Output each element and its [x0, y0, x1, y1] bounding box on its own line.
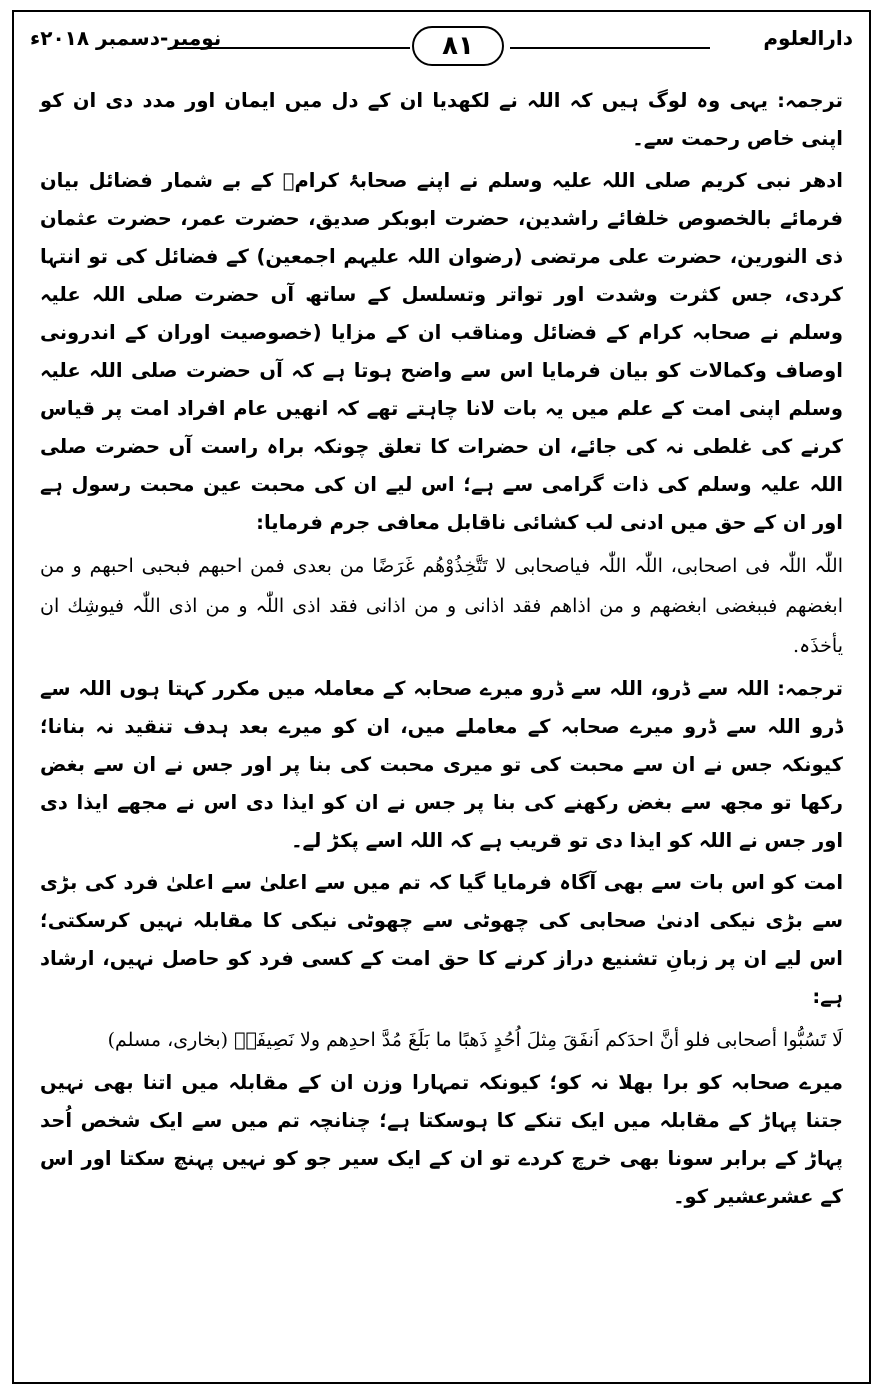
- translation-paragraph-3: میرے صحابہ کو برا بھلا نہ کو؛ کیونکہ تمہارا وزن ان کے مقابلہ میں اتنا بھی نہیں جتنا پہاڑ کے مقابلہ میں ایک تنکے کا ہوسکتا ہے؛ چنانچہ تم میں سے ایک شخص اُحد پہاڑ کے برابر سونا بھی خرچ کردے تو ان کے ایک سیر جو کو نہیں پہنچ سکتا اور اس کے عشرعشیر کو۔: [40, 1071, 843, 1208]
- body-paragraph-2: امت کو اس بات سے بھی آگاہ فرمایا گیا کہ تم میں سے اعلیٰ سے اعلیٰ فرد کی بڑی سے بڑی نیکی ادنیٰ صحابی کی چھوٹی سے چھوٹی نیکی کا مقابلہ نہیں کرسکتی؛ اس لیے ان پر زبانِ تشنیع دراز کرنے کا حق امت کے کسی فرد کو حاصل نہیں، ارشاد ہے:: [40, 871, 843, 1008]
- hadith-arabic-1: اللّٰہ اللّٰہ فی اصحابی، اللّٰہ اللّٰہ فیاصحابی لا تَتَّخِذُوْھُم غَرَضًا من بعدی فمن احبھم فبحبی احبھم و من ابغضھم فببغضی ابغضھم و من اذاھم فقد اذانی و من اذانی فقد اذی اللّٰہ و من اذی اللّٰہ فیوشِك ان یأخذَہ.: [40, 555, 843, 657]
- issue-date: نومبر-دسمبر ۲۰۱۸ء: [30, 26, 222, 50]
- page-number: ۸۱: [412, 26, 504, 66]
- magazine-title: دارالعلوم: [763, 26, 853, 50]
- page-header: [30, 22, 853, 72]
- article-body: [40, 82, 843, 1216]
- hadith-arabic-2: لَا تَسُبُّوا أصحابی فلو أنَّ احدَکم اَنفَقَ مِثلَ اُحُدٍ ذَھبًا ما بَلَغَ مُدَّ احدِھم ولا نَصِیفَہٗ (بخاری، مسلم): [107, 1029, 843, 1051]
- body-paragraph-1: ادھر نبی کریم صلی اللہ علیہ وسلم نے اپنے صحابۂ کرامؓ کے بے شمار فضائل بیان فرمائے بالخصوص خلفائے راشدین، حضرت ابوبکر صدیق، حضرت عمر، حضرت عثمان ذی النورین، حضرت علی مرتضی (رضوان اللہ علیہم اجمعین) کے فضائل کی تو انتہا کردی، جس کثرت وشدت اور تواتر وتسلسل کے ساتھ آں حضرت صلی اللہ علیہ وسلم نے صحابہ کرام کے فضائل ومناقب ان کے مزایا (خصوصیت اوران کے اندرونی اوصاف وکمالات کو بیان فرمایا اس سے واضح ہوتا ہے کہ آں حضرت صلی اللہ علیہ وسلم اپنی امت کے علم میں یہ بات لانا چاہتے تھے کہ انھیں عام افراد امت پر قیاس کرنے کی غلطی نہ کی جائے، ان حضرات کا تعلق چونکہ براہ راست آں حضرت صلی اللہ علیہ وسلم کی ذات گرامی سے ہے؛ اس لیے ان کی محبت عین محبت رسول ہے اور ان کے حق میں ادنی لب کشائی ناقابل معافی جرم فرمایا:: [40, 169, 843, 534]
- translation-paragraph-1: ترجمہ: یہی وہ لوگ ہیں کہ اللہ نے لکھدیا ان کے دل میں ایمان اور مدد دی ان کو اپنی خاص رحمت سے۔: [40, 89, 843, 150]
- translation-paragraph-2: ترجمہ: اللہ سے ڈرو، اللہ سے ڈرو میرے صحابہ کے معاملہ میں مکرر کہتا ہوں اللہ سے ڈرو اللہ سے ڈرو میرے صحابہ کے معاملے میں، ان کو میرے بعد ہدف تنقید نہ بنانا؛ کیونکہ جس نے ان سے محبت کی تو میری محبت کی بنا پر اور جس نے ان سے بغض رکھا تو مجھ سے بغض رکھنے کی بنا پر جس نے ان کو ایذا دی اس نے مجھے ایذا دی اور جس نے اللہ کو ایذا دی تو قریب ہے کہ اللہ اسے پکڑ لے۔: [40, 677, 843, 852]
- header-rule-right: [510, 47, 710, 49]
